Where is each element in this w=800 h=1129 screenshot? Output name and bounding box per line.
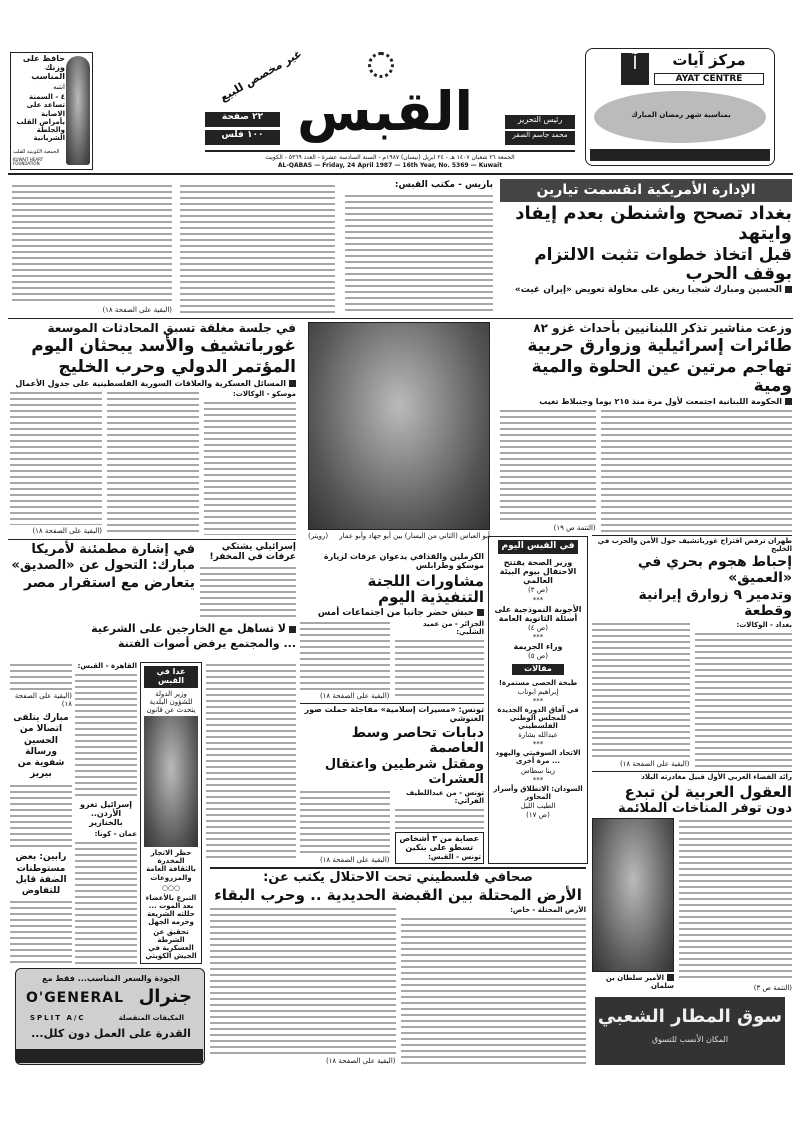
section-rule [300,703,484,704]
story5-kicker: طهران ترفض اقتراح غورباتشيف حول الأمن والحرب في الخليج [597,537,792,553]
story9-body-row [592,818,792,992]
section-rule [8,539,296,540]
story4-continued[interactable]: (البقية على الصفحة ١٨) [319,691,390,700]
story8-dateline: تونس - من عبداللطيف الفراتي: [406,788,484,806]
story8-body-right [395,789,485,864]
today-in-alqabas-box [488,536,588,864]
story7-column [200,543,296,620]
story3-headline-2: المؤتمر الدولي وحرب الخليج [58,356,296,377]
story6-sub-2: ... والمجتمع يرفض أصوات الفتنة [117,637,296,651]
story8-continued[interactable]: (البقية على الصفحة ١٨) [319,855,390,864]
story2-headline-2: تهاجم مرتين عين الحلوة والمية ومية [531,356,792,396]
story5-dateline: بغداد - الوكالات: [736,620,792,629]
airport-market-ad[interactable] [595,997,785,1065]
ad-title-ar: مركز آيات [672,51,746,69]
story6-headline-1: مبارك: التحول عن «الصديق» [11,558,195,574]
story1-headline-1: بغداد تصحح واشنطن بعدم إيفاد وايتهد [515,203,792,245]
story6-dateline: القاهرة - القبس: [77,662,137,670]
story3-body-c2 [107,390,199,535]
ad-title: سوق المطار الشعبي [597,1006,783,1027]
story13-body-col1 [401,916,587,1065]
ad-title-en: AYAT CENTRE [654,73,764,85]
story3-body-col1 [204,400,296,535]
story8-kicker: تونس: «مسيرات إسلامية» مفاجئة حملت صور الغنوشي [304,705,484,723]
ad-slogan: القدرة على العمل دون كلل... [31,1027,191,1040]
page-ref: (ص ١٧) [526,810,550,819]
story13-dateline: الأرض المحتلة - خاص: [510,905,586,914]
ad-type-ar: المكيفات المنفصلة [118,1014,184,1022]
story4-body-left [300,620,390,700]
story9-caption [592,974,674,990]
story4-kicker: الكرملين والقذافي يدعوان عرفات لزيارة موسكو وطرابلس [323,552,484,570]
ad-body: بمناسبة شهر رمضان المبارك [631,111,731,119]
separator: *** [532,775,544,784]
arafat-meeting-photo [308,322,490,530]
article-title[interactable]: السودان: الانطلاق وأسرار المحاور [493,784,583,801]
story5-headline-1: إحباط هجوم بحري في «العميق» [637,554,792,586]
ad-brand-en: O'GENERAL [26,990,125,1006]
story13-body-row [210,906,586,1065]
story13-body-left [210,906,396,1065]
story4-body-col1 [395,638,485,700]
articles-title: مقالات [512,664,564,675]
today-item[interactable]: وراء الجريمة [513,642,563,652]
story8-body-row [300,789,484,864]
general-ac-ad[interactable] [15,968,205,1065]
story13-kicker: صحافي فلسطيني تحت الاحتلال يكتب عن: [263,870,533,885]
story8-headline-2: ومقتل شرطيين واعتقال العشرات [324,757,484,787]
photo-caption-row [308,532,490,540]
story5-body-col1 [695,631,793,768]
date-english: AL-QABAS — Friday, 24 April 1987 — 16th Year, No. 5369 — Kuwait [277,162,503,169]
story8-body-left [300,789,390,864]
logo-sun-icon [368,52,394,78]
tomorrow-item-4[interactable]: تحقيق عن الشرطة العسكرية في الجيش الكويتي [145,927,197,960]
story6-headline-2: يتعارض مع استقرار مصر [24,574,195,591]
section-rule [592,535,792,536]
story8-column [300,703,484,864]
story3-dateline: موسكو - الوكالات: [232,389,296,398]
story3-kicker: في جلسة مغلقة تسبق المحادثات الموسعة [47,321,296,335]
story4-headline: مشاورات اللجنة التنفيذية اليوم [367,571,484,607]
separator: *** [532,740,544,749]
ad-org-en: KUWAIT HEART FOUNDATION [13,156,44,167]
story3-body-c1 [204,390,296,535]
ad-org-ar: الجمعية الكويتية للقلب [13,149,60,156]
story5-body-row [592,621,792,768]
story3-body-row [10,390,296,535]
story1-headline-2: قبل اتخاذ خطوات تثبت الالتزام بوقف الحرب [534,244,792,284]
story9-photo-column [592,818,674,992]
separator: *** [532,697,544,706]
story9-headline-2: دون توفر المناخات الملائمة [617,801,792,817]
tomorrow-item-2[interactable]: حظر الاتجار المخدرة بالثقافة العامة والمزروعات [146,849,196,882]
story2-kicker: وزعت مناشير تذكر اللبنانيين بأحداث غزو ٨٢ [533,321,792,335]
story9-headline-1: العقول العربية لن تبدع [624,782,792,801]
story3-continued[interactable]: (البقية على الصفحة ١٨) [32,526,102,535]
ad-footer-bar [590,149,770,161]
ad-footer-bar [16,1049,203,1063]
story9-body-col1 [679,818,792,981]
story2-headline-1: طائرات إسرائيلية وزوارق حربية [527,336,792,357]
story3-subheadline [10,379,296,388]
article-title[interactable]: طبخة الحصى مستمرة! [498,679,578,688]
left-column-a [10,662,72,964]
story8-body-col1 [395,807,485,830]
ad-image [66,56,90,165]
story13-body-right [401,906,587,1065]
story4-sub-text: حبش حضر جانبا من اجتماعات أمس [317,607,474,618]
story1-body-column-3 [12,183,172,314]
ad-text-column [13,55,65,167]
pages-count: ٢٢ صفحة [205,112,280,127]
story1-subheadline [500,285,792,295]
story5-body-left [592,621,690,768]
heart-foundation-ad[interactable] [10,52,93,170]
story1-header [500,179,792,315]
not-for-sale-stamp: غير مخصص للبيع [217,46,305,105]
story3-sub-text: المسائل العسكرية والعلاقات السورية الفلسطينية على جدول الأعمال [15,378,286,388]
story2-body-right [601,408,792,532]
price: ١٠٠ فلس [205,130,280,145]
article-title[interactable]: الاتحاد السوفيتي واليهود ... مرة أخرى [495,749,581,766]
story3-headline-1: غورباتشيف والأسد يبحثان اليوم [31,336,296,357]
story10-headline: مبارك يتلقى اتصالا من الحسين ورسالة شفوية من بيريز [13,713,69,780]
tomorrow-item-1[interactable]: وزير الدولة للشؤون البلدية يتحدث عن قانون [146,689,196,714]
photo-caption: أبو العباس (الثاني من اليسار) بين أبو جهاد وأبو عمار [339,532,490,540]
ayat-centre-ad[interactable] [585,48,775,166]
article-author: زينا سطاس [520,766,556,775]
story6-body-col2 [10,662,72,690]
section-rule [592,771,792,772]
ad-spacer [13,144,65,148]
date-arabic: الجمعة ٢٦ شعبان ١٤٠٧ هـ - ٢٤ ابريل (نيسان) ١٩٨٧م - السنة السادسة عشرة - العدد ٥٣٦٩ - الكويت [265,154,515,161]
story4-dateline: الجزائر - من عميد الشلبي: [422,619,484,636]
story8-box-headline: عصابة من ٣ أشخاص تسطو على بنكين [399,834,480,853]
separator-dots: ○○○ [161,883,181,892]
story2-body-col2 [500,408,596,522]
story2-body-left [500,408,596,532]
article-author: إبراهيم ابوناب [517,688,559,697]
today-title: في القبس اليوم [498,540,578,554]
story5-body-right [695,621,793,768]
story2-continued[interactable]: (التتمة ص ١٩) [553,523,596,532]
story1-body-column-1 [345,180,493,314]
ad-brand-ar: جنرال [138,986,192,1007]
story11-dateline: عمان - كونا: [94,829,137,838]
story3-body-c3 [10,390,102,535]
story8-headline-1: دبابات تحاصر وسط العاصمة [351,724,484,756]
story5-headline-2: وتدمير ٩ زوارق إيرانية وقطعة [638,587,792,619]
story2-column [500,322,792,532]
story2-sub-text: الحكومة اللبنانية اجتمعت لأول مرة منذ ٢١٥ يوما وجنبلاط تغيب [539,397,782,407]
story9-column [592,771,792,992]
story11-headline: إسرائيل تغزو الأردن.. بالخنازير [80,800,132,827]
masthead-divider [205,150,575,152]
editor-name: محمد جاسم الصقر [505,131,575,145]
story8-body-col2 [300,789,390,854]
story5-column [592,535,792,768]
story1-dateline: باريس - مكتب القبس: [394,180,493,190]
today-page-ref: (ص ٤) [528,623,548,632]
story8-box-dateline: تونس - القبس: [428,852,481,861]
story6-header [10,543,195,620]
story6-subs [10,622,296,658]
story1-body-col2 [180,183,335,313]
story3-body-col3 [10,390,102,525]
ad-type-en: SPLIT A/C [30,1014,86,1022]
left-column-b [75,662,137,964]
story2-body-col1 [601,408,792,532]
ad-logo-icon: آ [621,53,649,85]
story7-headline: إسرائيلي يشتكي عرفات في المخفر! [209,542,296,562]
caption-text: الأمير سلطان بن سلمان [605,973,674,990]
story1-body-col3 [12,183,172,304]
tomorrow-in-alqabas-box [140,662,202,964]
story1-continued[interactable]: (البقية على الصفحة ١٨) [102,305,172,314]
ad-subtitle: المكان الأنسب للتسوق [651,1035,729,1044]
story13-body-col2 [210,906,396,1055]
ad-tagline: الجودة والسعر المناسب... فقط مع [42,974,180,983]
today-page-ref: (ص ٥) [528,652,548,661]
story12-headline: رابين: بعض مستوطنات الضفة قابل للتفاوض [15,852,67,897]
today-page-ref: (ص ٣) [528,586,548,595]
story2-body-row [500,408,792,532]
section-rule [8,318,793,319]
today-item[interactable]: الأجوبة النموذجية على أسئلة الثانوية العامة [494,604,582,623]
story4-body-row [300,620,484,700]
article-author: الطيب الليل [520,801,556,810]
left-middle-body [206,662,296,862]
story12-body [10,899,72,964]
story4-column [300,553,484,700]
story6-sub1-text: لا تساهل مع الخارجين على الشرعية [91,622,286,635]
ad-note: انتبه [53,83,65,92]
separator: *** [532,595,544,604]
story5-body-col2 [592,621,690,758]
story9-kicker: رائد الفضاء العربي الأول قبيل مغادرته البلاد [641,773,792,781]
story8-side-box [395,832,485,864]
story4-subheadline [300,608,484,618]
story6-sub-1 [10,622,296,635]
photo-credit: (رويتر) [308,532,329,540]
editor-label: رئيس التحرير [505,115,575,129]
story4-body-right [395,620,485,700]
tomorrow-item-3[interactable]: التبرع بالأعضاء بعد الموت ... حللته الشريعة وحرمه الجهل [145,893,197,926]
section-rule [210,867,586,869]
story13-continued[interactable]: (البقية على الصفحة ١٨) [325,1056,396,1065]
story9-continued[interactable]: (التتمة ص ٣) [753,983,792,992]
ad-title: حافظ على وزنك المناسب [22,54,65,81]
columnist-photo [144,716,198,848]
story4-body-col2 [300,620,390,690]
masthead-bottom-rule [8,173,793,175]
story9-text-column [679,818,792,992]
story2-subheadline [500,397,792,406]
tomorrow-title: غدا في القبس [144,666,198,688]
story7-body [200,565,296,620]
story13-headline: الأرض المحتلة بين القبضة الحديدية .. وحرب البقاء [214,886,582,905]
separator: *** [532,632,544,641]
story6-body-col1 [75,672,137,796]
story5-continued[interactable]: (البقية على الصفحة ١٨) [619,759,690,768]
story1-banner: الإدارة الأمريكية انقسمت تيارين [500,179,792,202]
newspaper-logo: القبس [296,80,474,143]
story10-body [10,783,72,848]
story6-continued[interactable]: (البقية على الصفحة ١٨) [14,692,72,709]
story6-kicker: في إشارة مطمئنة لأمريكا [31,542,195,557]
story3-column [10,322,296,535]
story1-body-col1 [345,193,493,314]
prince-sultan-photo [592,818,674,971]
story3-body-col2 [107,390,199,535]
article-title[interactable]: في آفاق الدورة الجديدة للمجلس الوطني الفلسطيني [497,706,579,731]
story11-body [75,840,137,964]
ad-body: ٤ - السمنة تساعد على الاصابة بأمراض القلب والجلطة الشريانية [16,93,65,142]
story1-sub-text: الحسين ومبارك شجبا ريغن على محاولة تعويض «إيران غيت» [514,285,782,296]
article-author: عبدالله بشارة [518,731,558,740]
story13-column [210,867,586,1065]
today-item[interactable]: وزير الصحة يفتتح الاحتفال بيوم البيئة العالمي [499,557,577,586]
